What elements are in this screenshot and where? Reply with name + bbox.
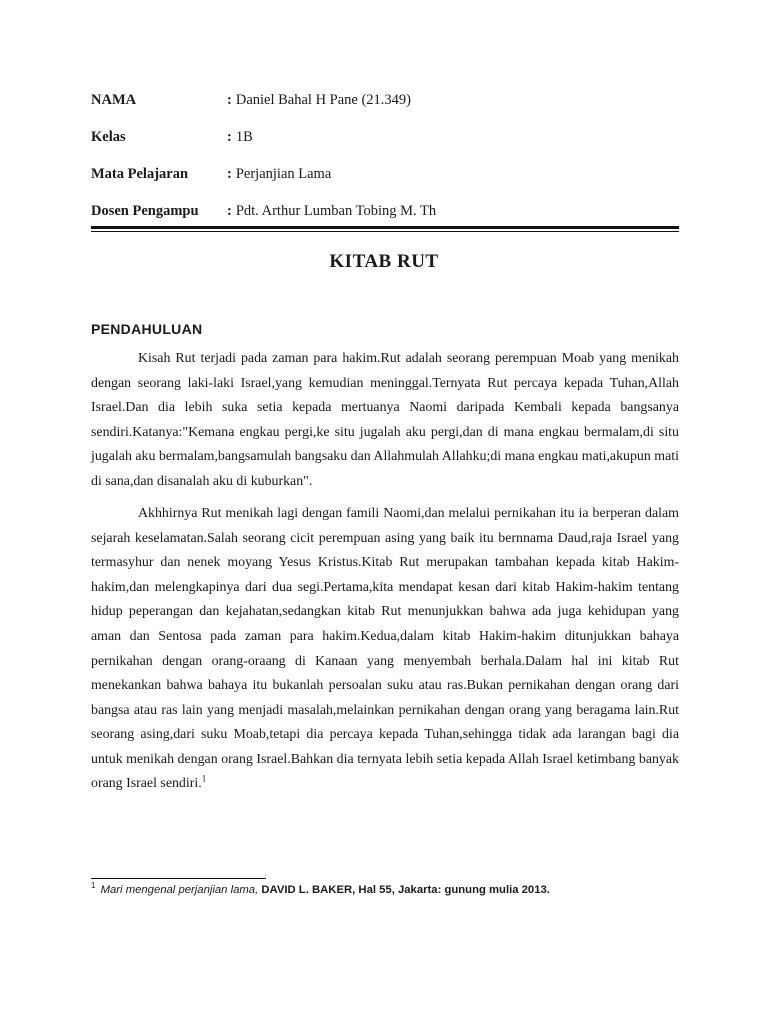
- info-row-nama: [91, 92, 679, 129]
- student-info: [91, 92, 679, 240]
- section-heading: PENDAHULUAN: [91, 321, 203, 337]
- footnote-mark: 1: [91, 881, 96, 891]
- info-row-dosen-pengampu: [91, 203, 679, 240]
- info-value: : Pdt. Arthur Lumban Tobing M. Th: [227, 203, 437, 219]
- footnote-separator: [91, 878, 266, 879]
- footnote-title: Mari mengenal perjanjian lama,: [100, 884, 259, 896]
- document-body: [91, 347, 679, 805]
- info-value: : Perjanjian Lama: [227, 166, 332, 182]
- paragraph: Kisah Rut terjadi pada zaman para hakim.Rut adalah seorang perempuan Moab yang menikah dengan seorang laki-laki Israel,yang kemudian meninggal.Ternyata Rut percaya kepada Tuhan,Allah Israel.Dan dia lebih suka setia kepada mertuanya Naomi daripada Kembali kepada bangsanya sendiri.Katanya:"Kemana engkau pergi,ke situ jugalah aku pergi,dan di mana engkau bermalam,di situ jugalah aku bermalam,bangsamulah bangsaku dan Allahmulah Allahku;di mana engkau mati,akupun mati di sana,dan disanalah aku di kuburkan".: [91, 351, 679, 489]
- info-value: : Daniel Bahal H Pane (21.349): [227, 92, 412, 108]
- footnote-citation: DAVID L. BAKER, Hal 55, Jakarta: gunung mulia 2013.: [261, 884, 550, 896]
- footnote-reference[interactable]: 1: [201, 773, 207, 784]
- info-label: Dosen Pengampu: [91, 203, 199, 219]
- paragraph: Akhhirnya Rut menikah lagi dengan famili Naomi,dan melalui pernikahan itu ia berperan dalam sejarah keselamatan.Salah seorang cicit perempuan asing yang baik itu bernnama Daud,raja Israel yang termasyhur dan nenek moyang Yesus Kristus.Kitab Rut merupakan tambahan kepada kitab Hakim-hakim,dan melengkapinya dari dua segi.Pertama,kita mendapat kesan dari kitab Hakim-hakim tentang hidup peperangan dan kejahatan,sedangkan kitab Rut menunjukkan bahwa ada juga kehidupan yang aman dan Sentosa pada zaman para hakim.Kedua,dalam kitab Hakim-hakim ditunjukkan bahaya pernikahan dengan orang-oraang di Kanaan yang menyembah berhala.Dalam hal ini kitab Rut menekankan bahwa bahaya itu bukanlah persoalan suku atau ras.Bukan pernikahan dengan orang dari bangsa atau ras lain yang menjadi masalah,melainkan pernikahan dengan orang yang beragama lain.Rut seorang asing,dari suku Moab,tetapi dia percaya kepada Tuhan,sehingga tidak ada larangan bagi dia untuk menikah dengan orang Israel.Bahkan dia ternyata lebih setia kepada Allah Israel ketimbang banyak orang Israel sendiri.$^1$: [91, 506, 679, 792]
- info-row-mata-pelajaran: [91, 166, 679, 203]
- info-row-kelas: [91, 129, 679, 166]
- info-value: : 1B: [227, 129, 253, 145]
- info-label: Kelas: [91, 129, 126, 145]
- header-divider-thick: [91, 226, 679, 229]
- info-label: Mata Pelajaran: [91, 166, 189, 182]
- document-title: KITAB RUT: [329, 251, 439, 272]
- footnote: [91, 881, 550, 896]
- header-divider-thin: [91, 231, 679, 232]
- info-label: NAMA: [91, 92, 137, 108]
